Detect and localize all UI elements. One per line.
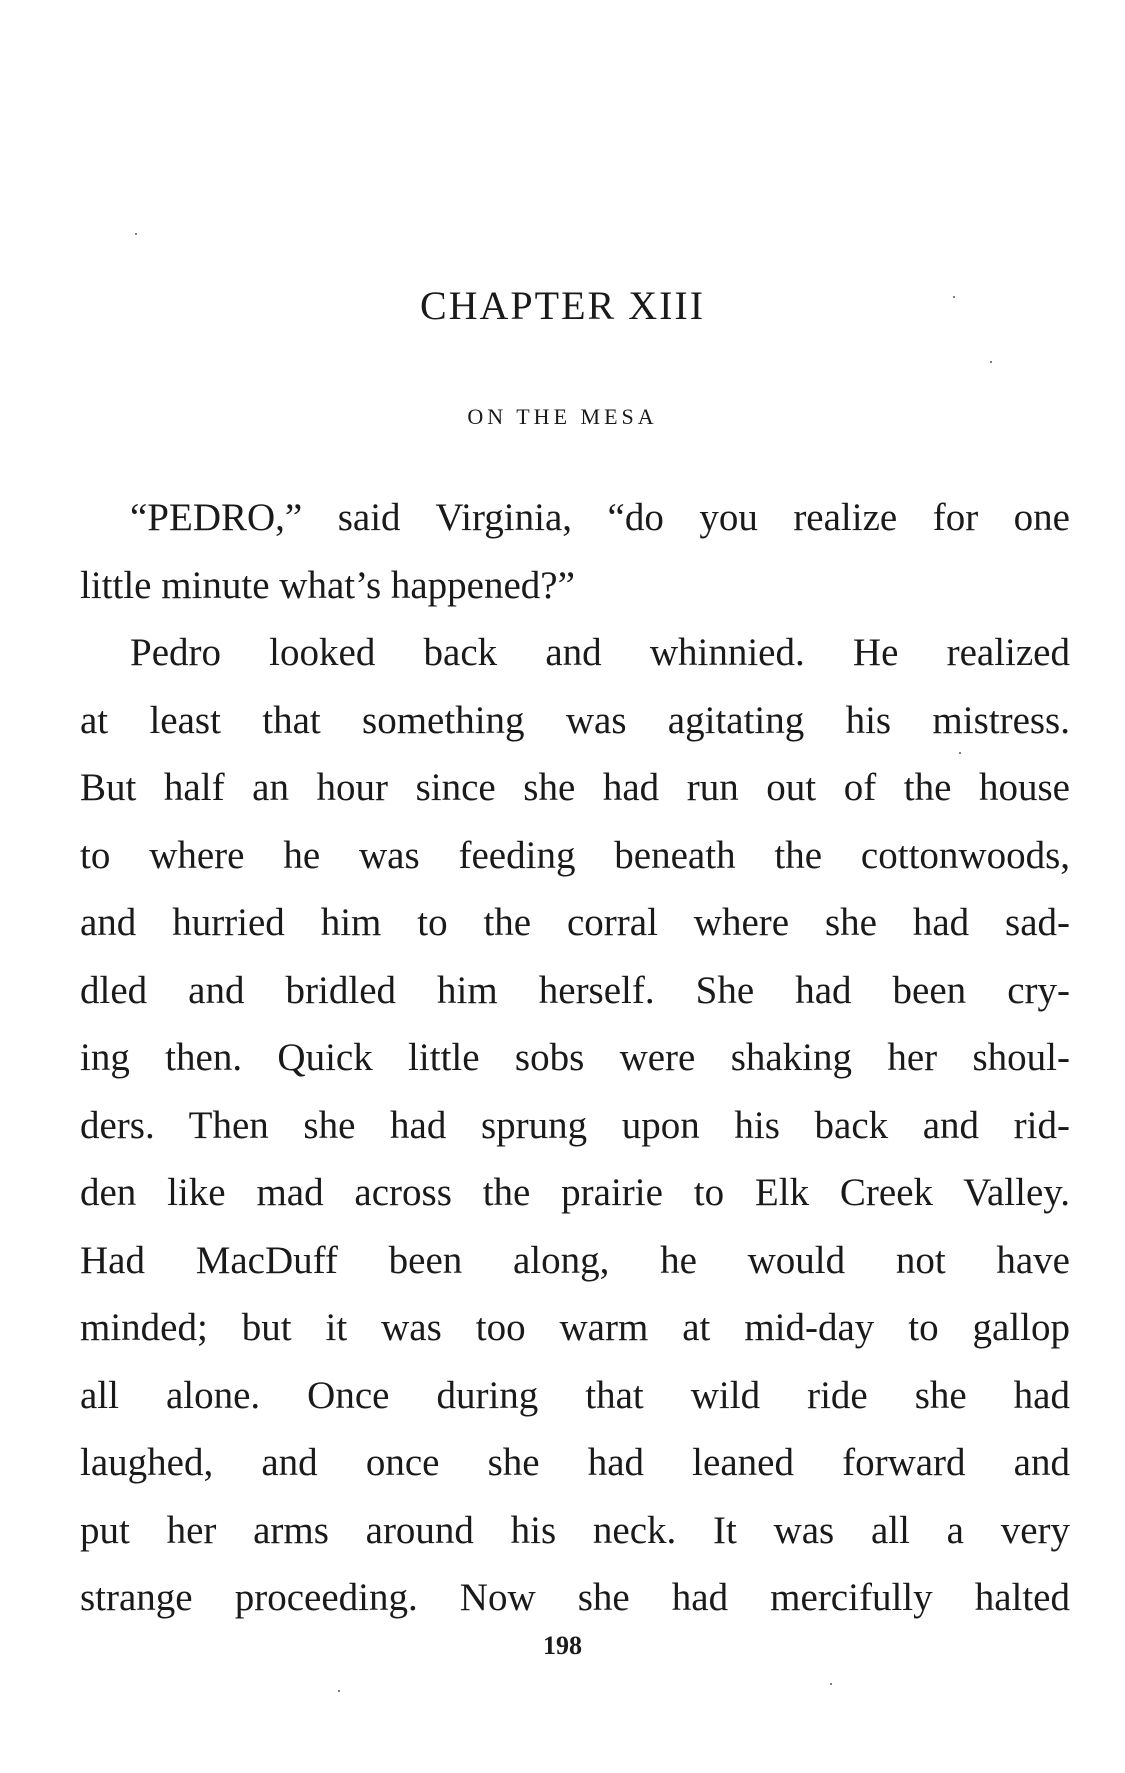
text-line: But half an hour since she had run out of the house [80,766,1070,809]
page-number: 198 [543,1631,582,1660]
scan-speck [135,233,137,235]
scan-speck [953,296,955,298]
text-line: “PEDRO,” said Virginia, “do you realize for one [130,496,1070,539]
scan-speck [959,752,961,754]
scan-speck [830,1683,832,1685]
text-line: to where he was feeding beneath the cottonwoods, [80,833,1070,877]
chapter-title: ON THE MESA [467,404,658,429]
scan-speck [338,1690,340,1692]
text-line: little minute what’s happened?” [80,563,575,607]
text-line: ders. Then she had sprung upon his back and rid- [80,1103,1070,1147]
text-line: minded; but it was too warm at mid-day to gallop [80,1306,1070,1349]
chapter-heading: CHAPTER XIII [419,283,706,328]
scan-speck [990,361,992,363]
text-line: put her arms around his neck. It was all a very [80,1508,1070,1552]
text-line: den like mad across the prairie to Elk Creek Valley. [80,1171,1070,1214]
text-line: Had MacDuff been along, he would not have [80,1238,1070,1282]
body-text [80,484,1070,1632]
text-line: strange proceeding. Now she had mercifully halted [80,1576,1070,1619]
text-line: all alone. Once during that wild ride she had [80,1373,1070,1417]
text-line: dled and bridled him herself. She had been cry- [80,968,1070,1012]
text-line: laughed, and once she had leaned forward and [80,1441,1070,1484]
text-line: Pedro looked back and whinnied. He realized [130,631,1070,674]
text-line: ing then. Quick little sobs were shaking her shoul- [80,1036,1070,1079]
text-line: and hurried him to the corral where she had sad- [80,901,1070,944]
text-line: at least that something was agitating his mistress. [80,698,1070,742]
